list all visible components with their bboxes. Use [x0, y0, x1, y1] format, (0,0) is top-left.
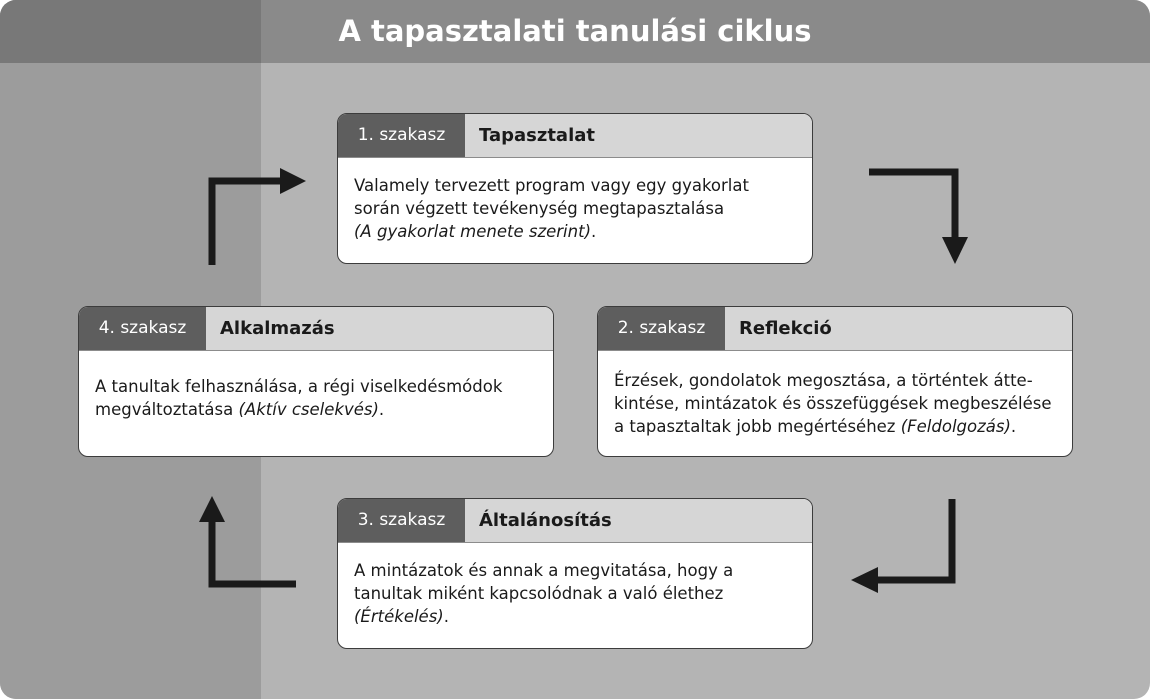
stage-3-line-2: tanultak miként kapcsolódnak a való élethez [354, 584, 724, 603]
stage-4-last-line: megváltoztatása [95, 400, 239, 419]
stage-2-line-1: Érzések, gondolatok megosztása, a történtek átte- [614, 371, 1033, 390]
stage-2-name: Reflekció [739, 318, 832, 339]
stage-1-number: 1. szakasz [338, 114, 465, 157]
stage-3-note: (Értékelés) [354, 607, 444, 626]
stage-2-number: 2. szakasz [598, 307, 725, 350]
stage-4-line-1: A tanultak felhasználása, a régi viselkedésmódok [95, 377, 503, 396]
stage-3-note-end: . [443, 607, 449, 626]
stage-4-note-end: . [378, 400, 385, 419]
stage-2-line-2: kintése, mintázatok és összefüggések megbeszélése [614, 394, 1052, 413]
stage-3-name: Általánosítás [479, 510, 612, 531]
stage-3-line-1: A mintázatok és annak a megvitatása, hogy a [354, 561, 734, 580]
arrow-2-to-3 [851, 499, 952, 593]
arrow-1-to-2 [869, 172, 968, 264]
stage-2-note: (Feldolgozás) [900, 417, 1011, 436]
stage-1-note: (A gyakorlat menete szerint) [354, 222, 592, 241]
stage-3-number: 3. szakasz [338, 499, 465, 542]
stage-1-name: Tapasztalat [479, 125, 595, 146]
stage-1-line-2: során végzett tevékenység megtapasztalása [354, 199, 725, 218]
stage-4-name: Alkalmazás [220, 318, 335, 339]
arrow-3-to-4 [199, 496, 296, 584]
arrow-4-to-1 [212, 168, 306, 265]
diagram-title: A tapasztalati tanulási ciklus [338, 14, 812, 48]
stage-1-line-1: Valamely tervezett program vagy egy gyakorlat [354, 176, 749, 195]
stage-4-note: (Aktív cselekvés) [238, 400, 379, 419]
stage-2-note-end: . [1010, 417, 1017, 436]
stage-4-number: 4. szakasz [79, 307, 206, 350]
stage-2-last-line: a tapasztaltak jobb megértéséhez [614, 417, 901, 436]
stage-1-note-end: . [591, 222, 597, 241]
